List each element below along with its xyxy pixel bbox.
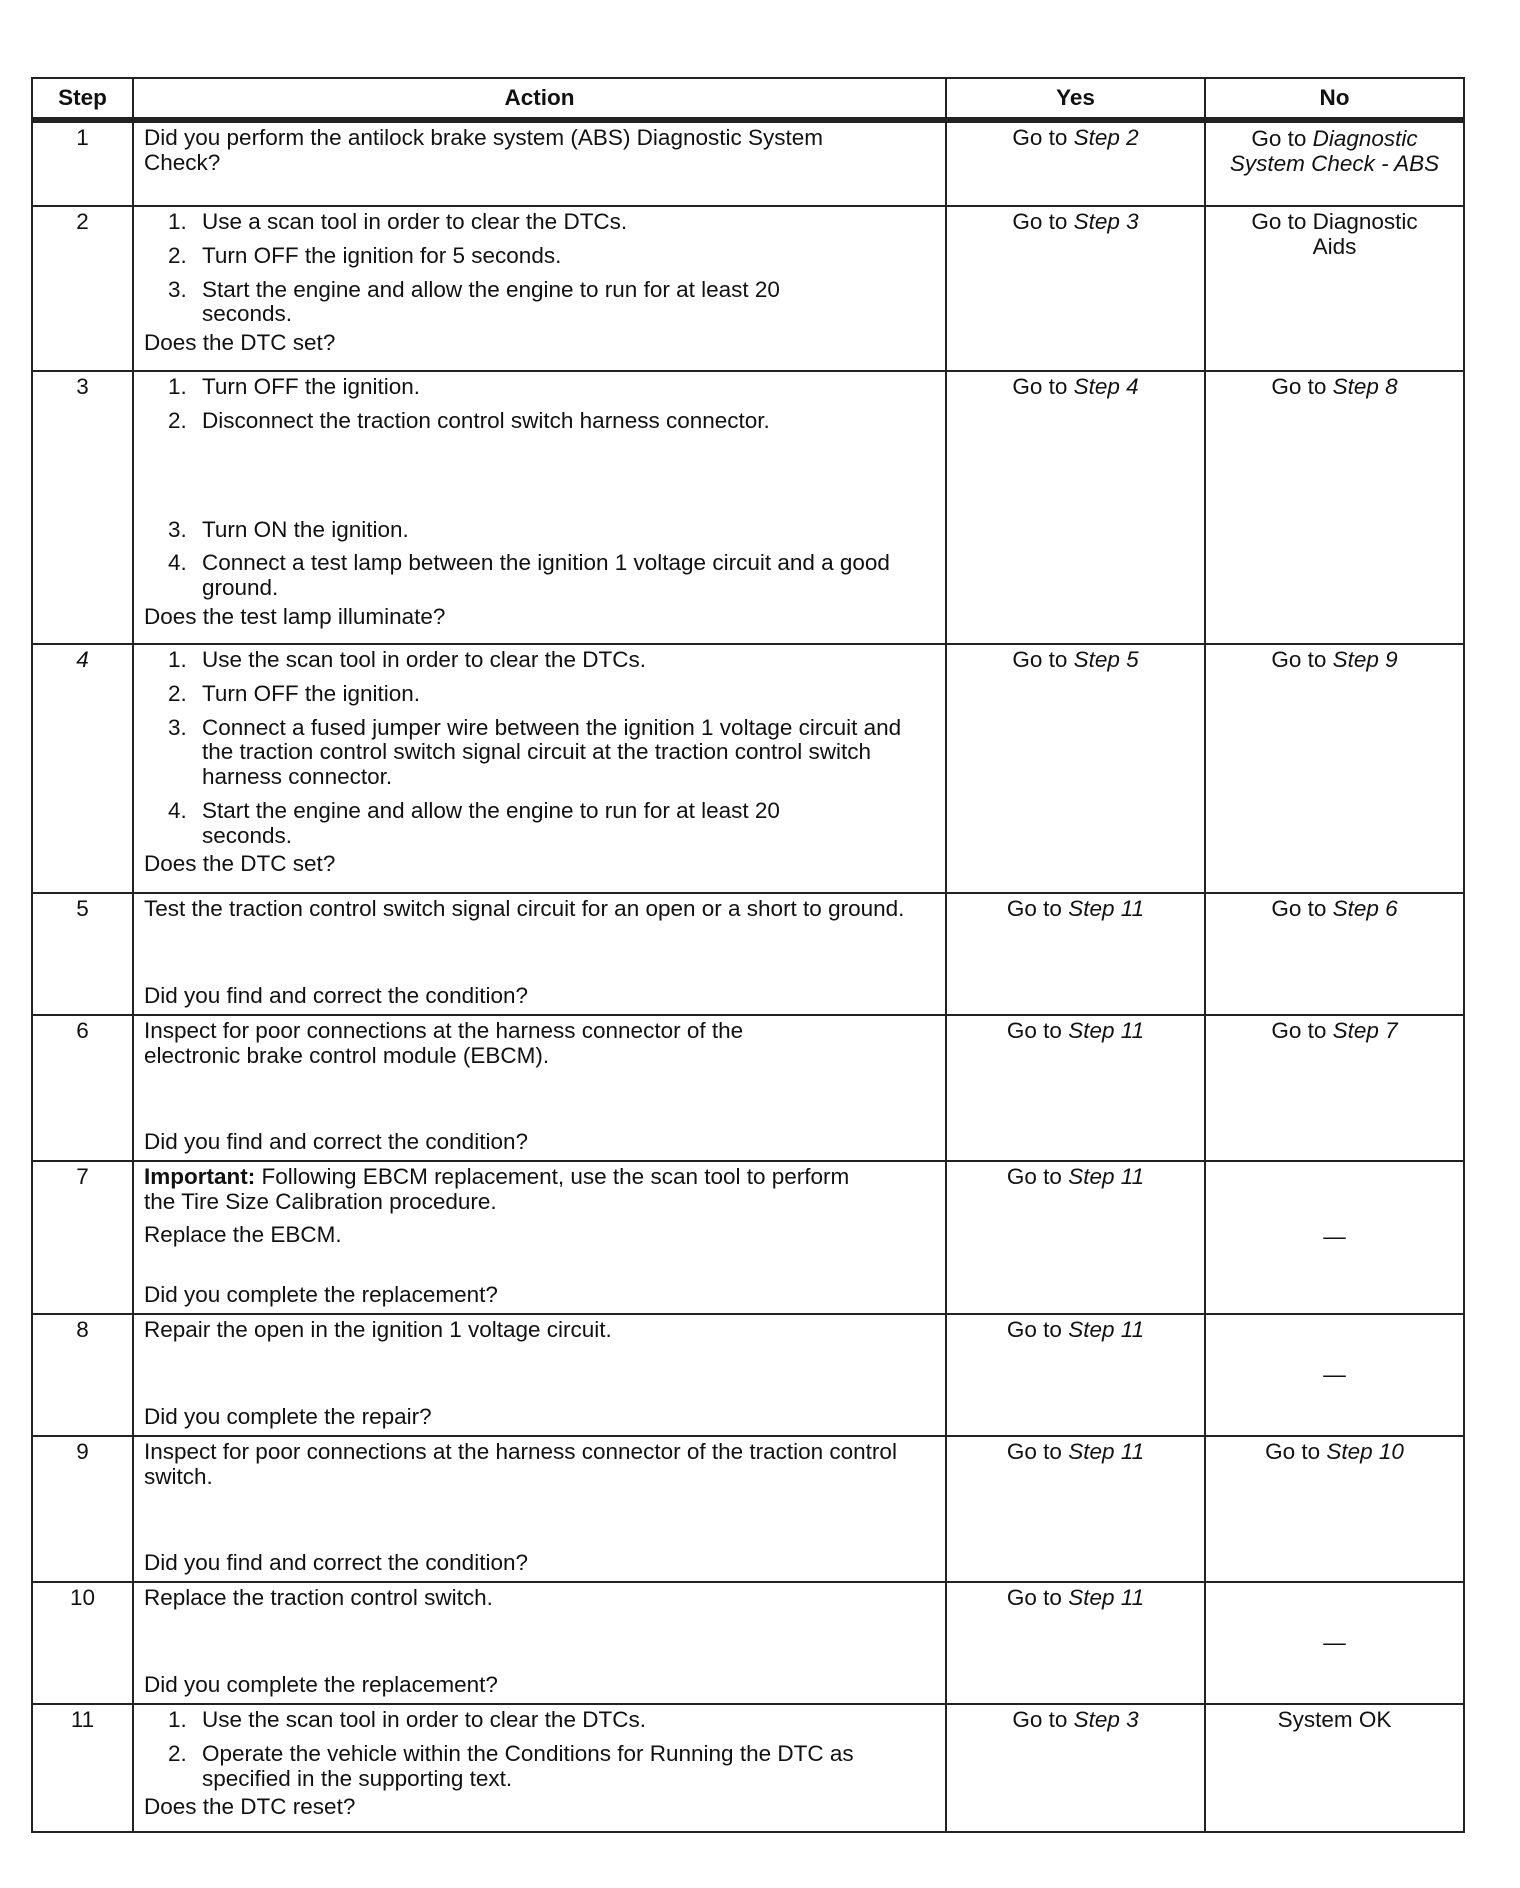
yes-prefix: Go to xyxy=(1006,1018,1062,1043)
yes-cell xyxy=(946,206,1205,371)
action-text: Did you perform the antilock brake system (ABS) Diagnostic System Check? xyxy=(144,125,823,175)
step-number: 7 xyxy=(32,1161,133,1314)
table-row xyxy=(32,1436,1464,1582)
action-text: Inspect for poor connections at the harness connector of the traction control switch. xyxy=(144,1439,897,1489)
no-cell xyxy=(1205,1436,1464,1582)
step-number: 3 xyxy=(32,371,133,644)
action-text: Repair the open in the ignition 1 voltage circuit. xyxy=(144,1317,612,1342)
yes-target: Step 2 xyxy=(1073,125,1139,150)
no-prefix: Go to xyxy=(1265,1439,1321,1464)
important-label: Important: xyxy=(144,1164,256,1189)
list-item: 1. Use a scan tool in order to clear the DTCs. xyxy=(168,209,628,234)
yes-cell xyxy=(946,371,1205,644)
no-prefix: Go to xyxy=(1271,374,1327,399)
action-question: Did you find and correct the condition? xyxy=(144,983,528,1009)
list-item: 2. Turn OFF the ignition. xyxy=(168,680,421,706)
yes-prefix: Go to xyxy=(1012,1707,1068,1732)
action-text: Test the traction control switch signal circuit for an open or a short to ground. xyxy=(144,896,905,921)
yes-cell xyxy=(946,1704,1205,1832)
yes-target: Step 11 xyxy=(1068,1439,1145,1464)
table-row xyxy=(32,644,1464,893)
no-prefix: Go to xyxy=(1271,647,1327,672)
action-question: Did you find and correct the condition? xyxy=(144,1129,528,1155)
action-question: Did you complete the replacement? xyxy=(144,1672,498,1698)
list-item: 1. Turn OFF the ignition. xyxy=(168,374,421,399)
action-cell xyxy=(133,1704,946,1832)
yes-target: Step 4 xyxy=(1073,374,1139,399)
yes-cell xyxy=(946,1582,1205,1704)
action-cell xyxy=(133,644,946,893)
action-list xyxy=(144,375,935,601)
action-question: Does the test lamp illuminate? xyxy=(144,603,446,629)
list-item: 1. Use the scan tool in order to clear the DTCs. xyxy=(168,647,646,672)
no-cell xyxy=(1205,1582,1464,1704)
step-number: 5 xyxy=(32,893,133,1015)
yes-target: Step 11 xyxy=(1068,1018,1145,1043)
no-text: System OK xyxy=(1277,1707,1392,1732)
table-row xyxy=(32,1161,1464,1314)
table-row xyxy=(32,1704,1464,1832)
no-target: Step 8 xyxy=(1332,374,1398,399)
action-cell xyxy=(133,1161,946,1314)
yes-cell xyxy=(946,120,1205,206)
important-text: Following EBCM replacement, use the scan tool to perform the Tire Size Calibration procedure. xyxy=(144,1164,850,1214)
no-cell xyxy=(1205,371,1464,644)
action-question: Does the DTC set? xyxy=(144,330,336,355)
no-prefix: Go to xyxy=(1271,1018,1327,1043)
action-cell xyxy=(133,371,946,644)
list-item: 4. Connect a test lamp between the ignition 1 voltage circuit and a good ground. xyxy=(168,550,890,600)
table-row xyxy=(32,206,1464,371)
step-number: 1 xyxy=(32,120,133,206)
yes-prefix: Go to xyxy=(1012,374,1068,399)
no-target: Step 9 xyxy=(1332,647,1398,672)
action-list xyxy=(144,648,935,848)
no-cell xyxy=(1205,1314,1464,1436)
no-prefix: Go to xyxy=(1271,896,1327,921)
action-cell xyxy=(133,120,946,206)
yes-target: Step 11 xyxy=(1068,1317,1145,1342)
action-question: Did you find and correct the condition? xyxy=(144,1550,528,1576)
action-cell xyxy=(133,206,946,371)
action-question: Does the DTC set? xyxy=(144,851,336,877)
no-cell xyxy=(1205,1704,1464,1832)
yes-target: Step 5 xyxy=(1073,647,1139,672)
header-no: No xyxy=(1205,78,1464,120)
step-number: 10 xyxy=(32,1582,133,1704)
action-cell xyxy=(133,1015,946,1161)
yes-cell xyxy=(946,644,1205,893)
action-cell xyxy=(133,1314,946,1436)
no-cell xyxy=(1205,644,1464,893)
step-number: 4 xyxy=(32,644,133,893)
no-text: Go to Diagnostic Aids xyxy=(1251,209,1418,259)
diagnostic-table xyxy=(31,77,1465,1833)
no-cell xyxy=(1205,1161,1464,1314)
yes-prefix: Go to xyxy=(1012,125,1068,150)
yes-prefix: Go to xyxy=(1006,1585,1062,1610)
step-number: 8 xyxy=(32,1314,133,1436)
list-item: 3. Start the engine and allow the engine to run for at least 20 seconds. xyxy=(168,276,780,327)
header-step: Step xyxy=(32,78,133,120)
yes-prefix: Go to xyxy=(1012,209,1068,234)
yes-cell xyxy=(946,1436,1205,1582)
step-number: 2 xyxy=(32,206,133,371)
header-row xyxy=(32,78,1464,120)
table-row xyxy=(32,1582,1464,1704)
list-item: 1. Use the scan tool in order to clear the DTCs. xyxy=(168,1707,646,1732)
step-number: 6 xyxy=(32,1015,133,1161)
table-row xyxy=(32,120,1464,206)
no-target: Step 6 xyxy=(1332,896,1398,921)
no-cell xyxy=(1205,120,1464,206)
no-cell xyxy=(1205,1015,1464,1161)
action-cell xyxy=(133,1582,946,1704)
yes-prefix: Go to xyxy=(1006,1164,1062,1189)
important-note xyxy=(144,1165,935,1215)
step-number: 9 xyxy=(32,1436,133,1582)
yes-prefix: Go to xyxy=(1006,1317,1062,1342)
yes-cell xyxy=(946,1314,1205,1436)
no-text: — xyxy=(1323,1361,1346,1387)
no-prefix: Go to xyxy=(1251,126,1307,151)
list-item: 4. Start the engine and allow the engine to run for at least 20 seconds. xyxy=(168,797,780,848)
action-text: Replace the EBCM. xyxy=(144,1221,342,1247)
yes-target: Step 3 xyxy=(1073,209,1139,234)
yes-prefix: Go to xyxy=(1006,896,1062,921)
action-text: Inspect for poor connections at the harness connector of the electronic brake control module (EBCM). xyxy=(144,1018,744,1068)
table-row xyxy=(32,1015,1464,1161)
yes-target: Step 3 xyxy=(1073,1707,1139,1732)
action-list xyxy=(144,210,935,327)
list-item: 3. Connect a fused jumper wire between the ignition 1 voltage circuit and the traction control switch signal circuit at the traction control switch harness connector. xyxy=(168,714,902,789)
action-cell xyxy=(133,893,946,1015)
list-item: 2. Disconnect the traction control switch harness connector. xyxy=(168,407,770,433)
table-row xyxy=(32,893,1464,1015)
no-cell xyxy=(1205,206,1464,371)
yes-cell xyxy=(946,893,1205,1015)
action-question: Does the DTC reset? xyxy=(144,1794,356,1820)
yes-target: Step 11 xyxy=(1068,1164,1145,1189)
step-number: 11 xyxy=(32,1704,133,1832)
yes-target: Step 11 xyxy=(1068,1585,1145,1610)
action-question: Did you complete the repair? xyxy=(144,1404,432,1430)
list-item: 3. Turn ON the ignition. xyxy=(168,516,409,542)
table-row xyxy=(32,1314,1464,1436)
yes-target: Step 11 xyxy=(1068,896,1145,921)
yes-prefix: Go to xyxy=(1012,647,1068,672)
list-item: 2. Turn OFF the ignition for 5 seconds. xyxy=(168,242,562,268)
list-item: 2. Operate the vehicle within the Conditions for Running the DTC as specified in the supporting text. xyxy=(168,1740,854,1791)
no-text: — xyxy=(1323,1224,1346,1250)
header-action: Action xyxy=(133,78,946,120)
action-list xyxy=(144,1708,935,1791)
action-question: Did you complete the replacement? xyxy=(144,1282,498,1308)
yes-prefix: Go to xyxy=(1006,1439,1062,1464)
no-target: Diagnostic System Check - ABS xyxy=(1229,126,1440,176)
table-row xyxy=(32,371,1464,644)
no-text: — xyxy=(1323,1629,1346,1655)
header-yes: Yes xyxy=(946,78,1205,120)
yes-cell xyxy=(946,1161,1205,1314)
action-text: Replace the traction control switch. xyxy=(144,1585,493,1610)
action-cell xyxy=(133,1436,946,1582)
no-target: Step 7 xyxy=(1332,1018,1398,1043)
no-cell xyxy=(1205,893,1464,1015)
yes-cell xyxy=(946,1015,1205,1161)
no-target: Step 10 xyxy=(1326,1439,1404,1464)
